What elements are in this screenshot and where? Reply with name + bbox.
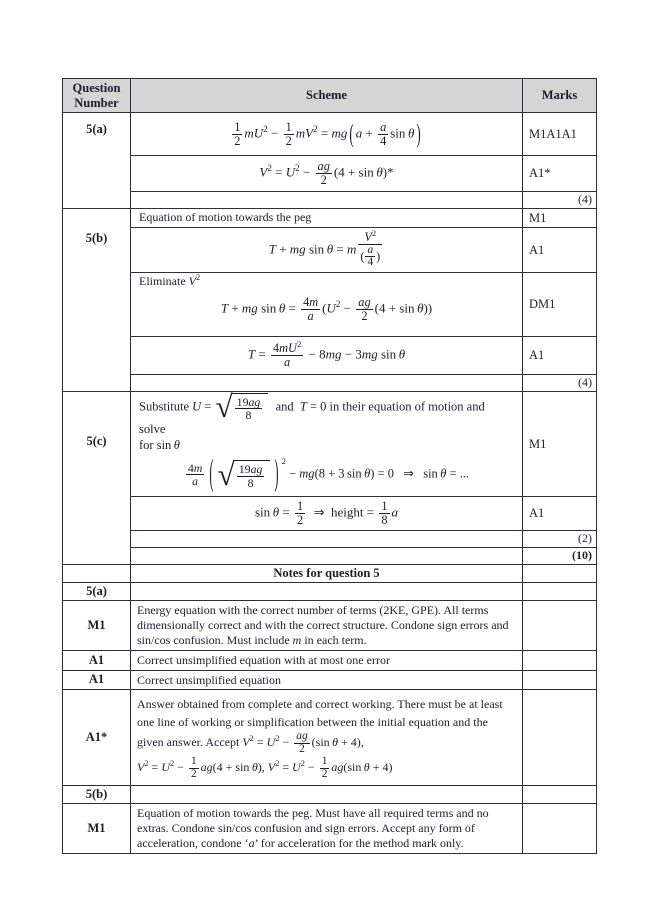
question-number-5b: 5(b) — [63, 209, 131, 392]
scheme-5a-energy-equation: $\frac{1}{2}$ $mU^2$ − $\frac{1}{2}$ $mV^2$ = mg ( a + $\frac{a}{4}$ sin θ ) — [131, 113, 523, 156]
marks-5a-energy-equation: M1A1A1 — [523, 113, 597, 156]
row-notes-5a-a1-first — [63, 650, 597, 670]
row-5c-substitute — [63, 392, 597, 497]
notes-5a-m1-marks-spacer — [523, 601, 597, 651]
scheme-5c-substitute-equation: $\frac{4m}{a}$ ( √ $\frac{19ag}{8}$ ) $^2$ − mg(8 + 3 sin θ) = 0 ⇒ sin θ = ... — [187, 451, 470, 494]
row-5c-total — [63, 531, 597, 548]
marks-5c-total: (2) — [523, 531, 597, 548]
scheme-5b-tension-result: T = $\frac{4mU^2}{a}$ − 8mg − 3mg sin θ — [131, 337, 523, 375]
marks-5b-eliminate: DM1 — [523, 273, 597, 337]
notes-5a-heading: 5(a) — [63, 583, 131, 601]
notes-5a-a1-first-text: Correct unsimplified equation with at most one error — [131, 650, 523, 670]
row-notes-5a-a1-second — [63, 670, 597, 690]
notes-5a-a1star-marks-spacer — [523, 690, 597, 786]
marks-5a-total: (4) — [523, 192, 597, 209]
row-5b-eliminate — [63, 273, 597, 337]
row-notes-5b-heading — [63, 786, 597, 804]
col-header-scheme: Scheme — [131, 79, 523, 113]
scheme-5b-total-spacer — [131, 375, 523, 392]
scheme-5b-motion-equation: T + mg sin θ = m $V^2$ ( $\frac{a}{4}$ ) — [131, 228, 523, 273]
notes-5a-m1-label: M1 — [63, 601, 131, 651]
notes-5b-m1-label: M1 — [63, 804, 131, 854]
marks-question-grand-total: (10) — [523, 548, 597, 565]
notes-5b-heading-marks-spacer — [523, 786, 597, 804]
notes-5a-a1-second-text: Correct unsimplified equation — [131, 670, 523, 690]
row-5b-total — [63, 375, 597, 392]
row-5b-tension-result — [63, 337, 597, 375]
row-5b-motion-equation — [63, 228, 597, 273]
notes-5a-a1-first-label: A1 — [63, 650, 131, 670]
scheme-5c-total-spacer — [131, 531, 523, 548]
marks-5c-substitute: M1 — [523, 392, 597, 497]
scheme-5b-eliminate — [131, 273, 523, 337]
row-5c-height-result — [63, 497, 597, 531]
question-number-5c: 5(c) — [63, 392, 131, 565]
question-number-5a: 5(a) — [63, 113, 131, 209]
row-5b-statement — [63, 209, 597, 228]
notes-5a-heading-spacer — [131, 583, 523, 601]
notes-5a-m1-text: Energy equation with the correct number of terms (2KE, GPE). All terms dimensionally correct and with the correct structure. Condone sign errors and sin/cos confusion. Must include m in each term. — [131, 601, 523, 651]
notes-5a-heading-marks-spacer — [523, 583, 597, 601]
row-notes-5a-heading — [63, 583, 597, 601]
scheme-5c-substitute — [131, 392, 523, 497]
notes-5b-heading-spacer — [131, 786, 523, 804]
scheme-5b-statement: Equation of motion towards the peg — [131, 209, 523, 228]
notes-5a-a1-first-marks-spacer — [523, 650, 597, 670]
scheme-grand-total-spacer — [131, 548, 523, 565]
row-notes-title — [63, 565, 597, 583]
notes-5b-heading: 5(b) — [63, 786, 131, 804]
col-header-question-number: Question Number — [63, 79, 131, 113]
row-notes-5b-m1 — [63, 804, 597, 854]
notes-5a-a1-second-marks-spacer — [523, 670, 597, 690]
row-question-grand-total — [63, 548, 597, 565]
marks-5c-height-result: A1 — [523, 497, 597, 531]
marks-5b-tension-result: A1 — [523, 337, 597, 375]
eliminate-v2-text: Eliminate $V^2$ — [139, 273, 201, 288]
marks-5b-statement: M1 — [523, 209, 597, 228]
scheme-5a-result-equation: $V^2 = U^2$ − $\frac{ag}{2}$ (4 + sin θ)* — [131, 156, 523, 192]
row-notes-5a-a1star — [63, 690, 597, 786]
row-notes-5a-m1 — [63, 601, 597, 651]
scheme-5c-height-result: sin θ = $\frac{1}{2}$ ⇒ height = $\frac{1}{8}$ a — [131, 497, 523, 531]
scheme-5a-total-spacer — [131, 192, 523, 209]
notes-5b-m1-text: Equation of motion towards the peg. Must have all required terms and no extras. Condone sin/cos confusion and sign errors. Accept any form of acceleration, condone ‘a’ for acceleration for the method mark only. — [131, 804, 523, 854]
marks-5a-result-equation: A1* — [523, 156, 597, 192]
notes-5a-a1star-label: A1* — [63, 690, 131, 786]
table-header-row — [63, 79, 597, 113]
mark-scheme-table — [62, 78, 597, 854]
scheme-5b-eliminate-equation: T + mg sin θ = $\frac{4m}{a}$ ($U^2$ − $\frac{ag}{2}$ (4 + sin θ)) — [220, 295, 433, 323]
notes-5a-a1-second-label: A1 — [63, 670, 131, 690]
notes-title-marks-spacer — [523, 565, 597, 583]
row-5a-energy-equation — [63, 113, 597, 156]
marks-5b-motion-equation: A1 — [523, 228, 597, 273]
scheme-5c-substitute-text: Substitute U = √ $\frac{19ag}{8}$ and T = 0 in their equation of motion and solve for sin θ — [139, 391, 485, 452]
marks-5b-total: (4) — [523, 375, 597, 392]
notes-5b-m1-marks-spacer — [523, 804, 597, 854]
notes-title-left-spacer — [63, 565, 131, 583]
notes-title: Notes for question 5 — [131, 565, 523, 583]
col-header-marks: Marks — [523, 79, 597, 113]
row-5a-result-equation — [63, 156, 597, 192]
row-5a-total — [63, 192, 597, 209]
notes-5a-a1star-text: Answer obtained from complete and correct working. There must be at least one line of working or simplification between the initial equation and the given answer. Accept $V^2 = U^2$ − $\frac{ag}{2}$ (sin θ + 4), $V^2 = U^2$ − $\frac{1}{2}$ ag(4 + sin θ), $V^2 = U^2$ − $\frac{1}{2}$ ag(sin θ + 4) — [131, 690, 523, 786]
